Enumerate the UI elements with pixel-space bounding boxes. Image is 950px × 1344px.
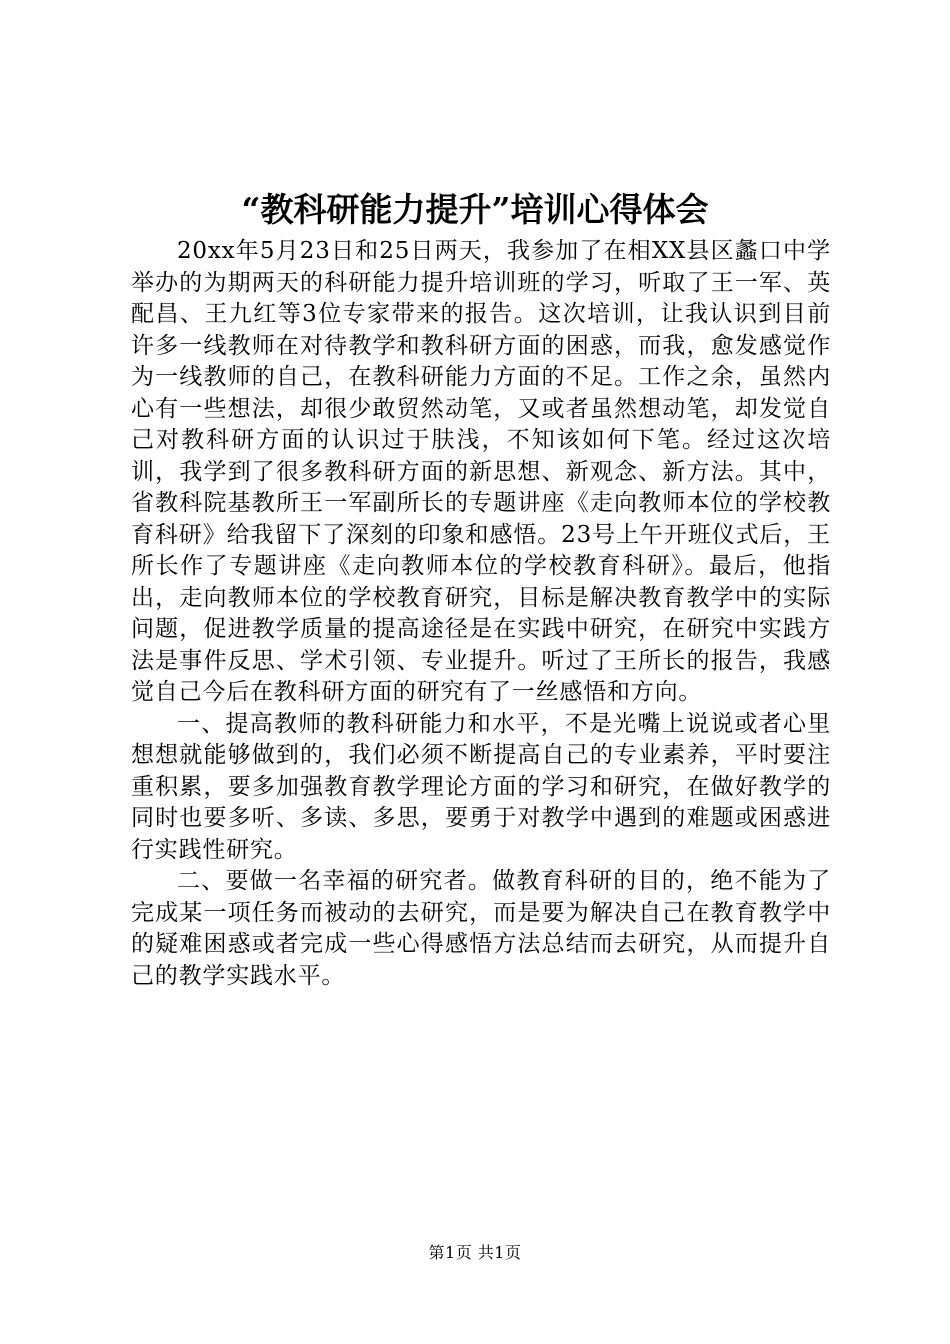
paragraph-point-two: 二、要做一名幸福的研究者。做教育科研的目的，绝不能为了完成某一项任务而被动的去研究，而是要为解决自己在教育教学中的疑难困惑或者完成一些心得感悟方法总结而去研究，从而提升自己的教学实践水平。	[131, 868, 831, 989]
paragraph-point-one: 一、提高教师的教科研能力和水平，不是光嘴上说说或者心里想想就能够做到的，我们必须不断提高自己的专业素养，平时要注重积累，要多加强教育教学理论方面的学习和研究，在做好教学的同时也要多听、多读、多思，要勇于对教学中遇到的难题或困惑进行实践性研究。	[131, 710, 831, 863]
paragraph-intro: 20xx年5月23日和25日两天，我参加了在相XX县区蠡口中学举办的为期两天的科研能力提升培训班的学习，听取了王一军、英配昌、王九红等3位专家带来的报告。这次培训，让我认识到目前许多一线教师在对待教学和教科研方面的困惑，而我，愈发感觉作为一线教师的自己，在教科研能力方面的不足。工作之余，虽然内心有一些想法，却很少敢贸然动笔，又或者虽然想动笔，却发觉自己对教科研方面的认识过于肤浅，不知该如何下笔。经过这次培训，我学到了很多教科研方面的新思想、新观念、新方法。其中，省教科院基教所王一军副所长的专题讲座《走向教师本位的学校教育科研》给我留下了深刻的印象和感悟。23号上午开班仪式后，王所长作了专题讲座《走向教师本位的学校教育科研》。最后，他指出，走向教师本位的学校教育研究，目标是解决教育教学中的实际问题，促进教学质量的提高途径是在实践中研究，在研究中实践方法是事件反思、学术引领、专业提升。听过了王所长的报告，我感觉自己今后在教科研方面的研究有了一丝感悟和方向。	[131, 238, 831, 705]
page-footer: 第1页 共1页	[428, 1243, 522, 1262]
document-title: “教科研能力提升”培训心得体会	[241, 190, 709, 229]
document-body	[131, 236, 831, 992]
